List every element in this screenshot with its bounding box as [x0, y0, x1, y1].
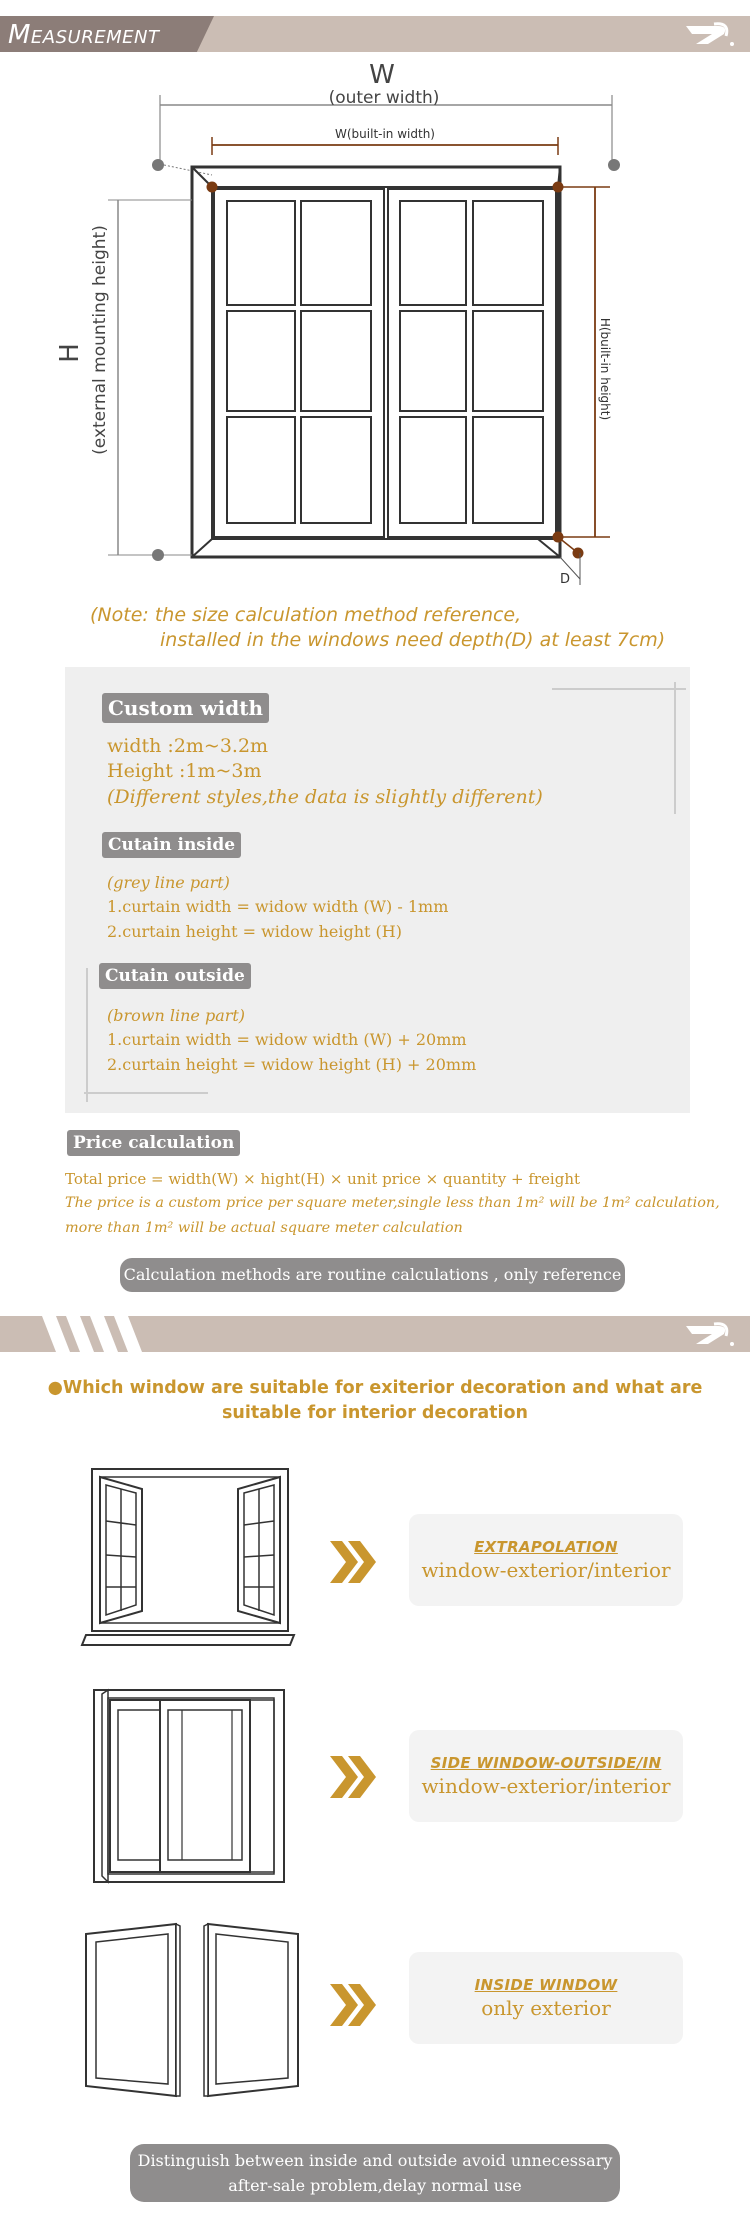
window-type-card	[409, 1514, 683, 1606]
chevron-right-icon	[328, 1750, 384, 1804]
decor-line	[84, 1092, 208, 1094]
curtain-outside-heading: Cutain outside	[99, 963, 251, 989]
outer-width-sublabel: (outer width)	[328, 88, 440, 108]
brand-logo-icon	[678, 1320, 738, 1348]
window-type-name: INSIDE WINDOW	[474, 1976, 618, 1994]
curtain-inside-width: 1.curtain width = widow width (W) - 1mm	[107, 897, 449, 916]
builtin-height-label: H(built-in height)	[598, 317, 612, 421]
section2-header	[0, 1316, 750, 1352]
window-type-mount: window-exterior/interior	[421, 1558, 671, 1582]
outer-width-label: W	[369, 60, 395, 90]
footer-line-2: after-sale problem,delay normal use	[228, 2176, 522, 2195]
curtain-outside-height: 2.curtain height = widow height (H) + 20mm	[107, 1055, 477, 1074]
stripe-decoration	[30, 1316, 180, 1352]
section2-title-1: ●Which window are suitable for exiterior decoration and what are	[47, 1378, 703, 1398]
custom-width-heading: Custom width	[102, 693, 269, 723]
header-title: Measurement	[8, 20, 160, 50]
price-rule-1: The price is a custom price per square meter,single less than 1m² will be 1m² calculation,	[65, 1195, 720, 1211]
note-line-2: installed in the windows need depth(D) at least 7cm)	[160, 629, 666, 651]
footer-banner	[130, 2144, 620, 2202]
measurement-header	[0, 16, 750, 52]
curtain-outside-sub: (brown line part)	[107, 1006, 246, 1025]
note-line-1: (Note: the size calculation method reference,	[90, 604, 522, 626]
price-formula: Total price = width(W) × hight(H) × unit price × quantity + freight	[65, 1170, 581, 1188]
price-reference-banner: Calculation methods are routine calculations , only reference	[120, 1258, 625, 1292]
window-type-mount: only exterior	[481, 1996, 611, 2020]
extrapolation-window-icon	[80, 1465, 300, 1655]
curtain-outside-width: 1.curtain width = widow width (W) + 20mm	[107, 1030, 467, 1049]
curtain-inside-sub: (grey line part)	[107, 873, 230, 892]
curtain-inside-height: 2.curtain height = widow height (H)	[107, 922, 402, 941]
window-type-mount: window-exterior/interior	[421, 1774, 671, 1798]
curtain-inside-heading: Cutain inside	[102, 832, 241, 858]
window-type-name: SIDE WINDOW-OUTSIDE/IN	[430, 1754, 662, 1772]
section2-title-2: suitable for interior decoration	[221, 1403, 529, 1423]
chevron-right-icon	[328, 1535, 384, 1589]
depth-label: D	[560, 572, 571, 587]
height-sublabel: (external mounting height)	[90, 225, 110, 455]
window-type-name: EXTRAPOLATION	[474, 1538, 618, 1556]
brand-logo-icon	[678, 20, 738, 48]
custom-height-range: Height :1m~3m	[107, 760, 262, 782]
window-type-card	[409, 1952, 683, 2044]
custom-note: (Different styles,the data is slightly different)	[107, 786, 543, 808]
price-heading: Price calculation	[67, 1130, 240, 1156]
side-window-icon	[84, 1686, 294, 1886]
custom-width-range: width :2m~3.2m	[107, 735, 269, 757]
decor-line	[674, 682, 676, 814]
decor-line	[86, 968, 88, 1102]
builtin-width-label: W(built-in width)	[335, 127, 435, 141]
inside-window-icon	[80, 1920, 304, 2100]
price-rule-2: more than 1m² will be actual square meter calculation	[65, 1220, 463, 1236]
chevron-right-icon	[328, 1978, 384, 2032]
height-label: H	[55, 343, 85, 363]
decor-line	[552, 688, 686, 690]
footer-line-1: Distinguish between inside and outside avoid unnecessary	[137, 2151, 613, 2170]
window-type-card	[409, 1730, 683, 1822]
